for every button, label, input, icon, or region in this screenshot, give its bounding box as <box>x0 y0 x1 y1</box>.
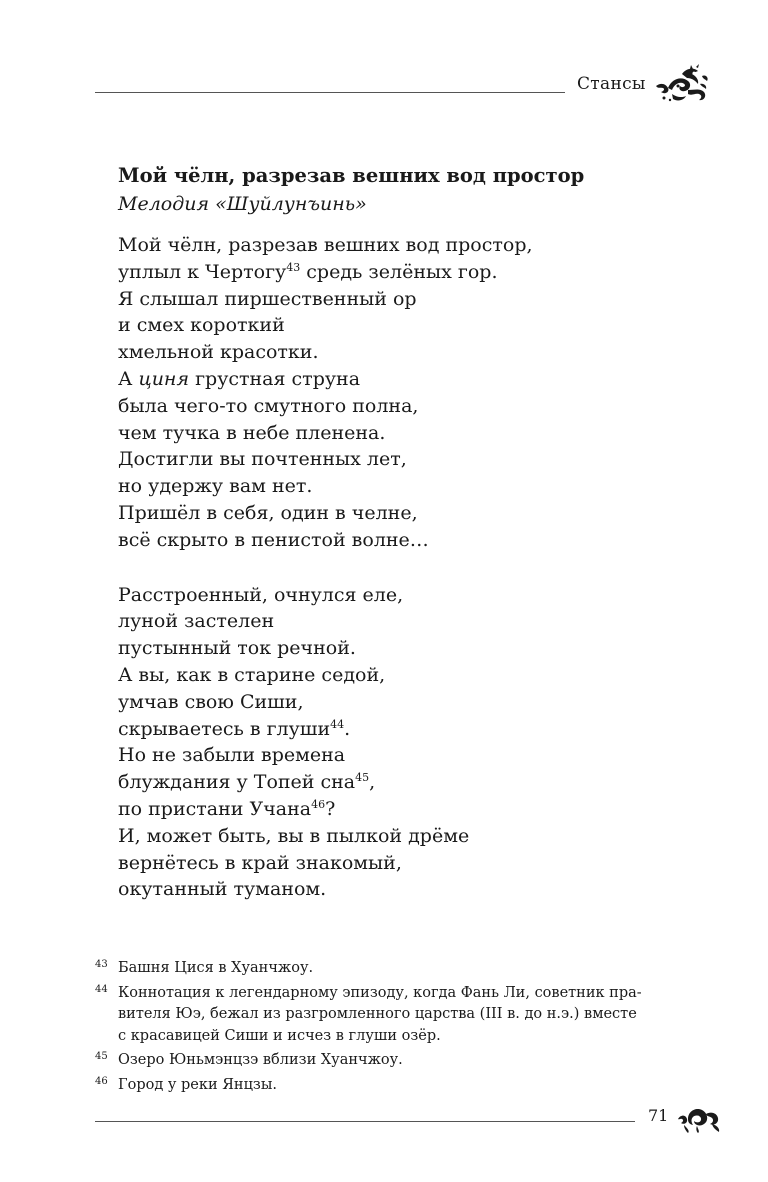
line-text: Я слышал пиршественный ор <box>118 287 417 310</box>
line-text: всё скрыто в пенистой волне… <box>118 528 429 551</box>
footnote-ref: 45 <box>355 771 370 785</box>
poem-line <box>118 796 678 823</box>
poem-line <box>118 608 678 635</box>
poem-subtitle: Мелодия «Шуйлунъинь» <box>118 193 367 215</box>
line-text: но удержу вам нет. <box>118 475 313 498</box>
stanza <box>118 232 678 554</box>
footnote-text: Озеро Юньмэнцзэ вблизи Хуанчжоу. <box>118 1052 403 1068</box>
dragon-ornament-icon <box>652 64 710 104</box>
poem-line <box>118 339 678 366</box>
running-head: Стансы <box>577 74 646 94</box>
line-text: по пристани Учана <box>118 797 312 820</box>
poem-line <box>118 500 678 527</box>
line-text: умчав свою Сиши, <box>118 690 304 713</box>
footnote-ref: 44 <box>330 717 345 731</box>
poem-line <box>118 769 678 796</box>
line-text: пустынный ток речной. <box>118 637 356 660</box>
stanza <box>118 582 678 904</box>
line-text: грустная струна <box>189 367 361 390</box>
footer-rule <box>95 1121 635 1122</box>
line-text: А <box>118 367 139 390</box>
line-text: . <box>344 717 351 740</box>
footnote-text: Башня Цися в Хуанчжоу. <box>118 960 314 976</box>
poem-line <box>118 420 678 447</box>
footnote-text: с красавицей Сиши и исчез в глуши озёр. <box>118 1027 441 1044</box>
poem-line <box>118 527 678 554</box>
footnote-ref: 43 <box>286 260 301 274</box>
footnote <box>95 1050 655 1072</box>
line-text: Расстроенный, очнулся еле, <box>118 583 404 606</box>
footnote-number: 43 <box>95 959 108 970</box>
poem-title: Мой чёлн, разрезав вешних вод простор <box>118 164 585 187</box>
poem-line <box>118 716 678 743</box>
footnote-text: Город у реки Янцзы. <box>118 1076 277 1093</box>
footnote-number: 45 <box>95 1051 108 1062</box>
poem-line <box>118 446 678 473</box>
footnote-text: вителя Юэ, бежал из разгромленного царства (III в. до н.э.) вместе <box>118 1006 637 1022</box>
footnotes <box>95 958 655 1099</box>
poem-line <box>118 850 678 877</box>
poem-line <box>118 662 678 689</box>
line-text: окутанный туманом. <box>118 878 327 901</box>
line-text: ? <box>325 797 336 820</box>
poem-line <box>118 876 678 903</box>
line-text: Но не забыли времена <box>118 744 346 767</box>
line-text: И, может быть, вы в пылкой дрёме <box>118 824 470 847</box>
footnote-number: 44 <box>95 983 108 995</box>
line-text: чем тучка в небе пленена. <box>118 421 386 444</box>
line-text: Достигли вы почтенных лет, <box>118 448 407 471</box>
page-number: 71 <box>648 1106 669 1125</box>
line-text: скрываетесь в глуши <box>118 717 331 740</box>
poem-line <box>118 366 678 393</box>
line-text: была чего-то смутного полна, <box>118 394 419 417</box>
line-text: , <box>369 771 376 794</box>
line-text: и смех короткий <box>118 314 285 337</box>
footnote <box>95 1075 655 1097</box>
cloud-ornament-icon <box>676 1104 722 1134</box>
header-rule <box>95 92 565 93</box>
poem-line <box>118 582 678 609</box>
poem-line <box>118 823 678 850</box>
footnote-number: 46 <box>95 1075 108 1087</box>
line-text: блуждания у Топей сна <box>118 771 356 794</box>
footnote-text: Коннотация к легендарному эпизоду, когда Фань Ли, советник пра- <box>118 984 642 1001</box>
line-text: уплыл к Чертогу <box>118 260 287 283</box>
poem-line <box>118 393 678 420</box>
line-text: средь зелёных гор. <box>300 260 498 283</box>
line-text: Мой чёлн, разрезав вешних вод простор, <box>118 234 533 256</box>
poem-line <box>118 635 678 662</box>
poem-line <box>118 742 678 769</box>
poem-line <box>118 232 678 259</box>
poem-line <box>118 312 678 339</box>
poem-line <box>118 286 678 313</box>
footnote-ref: 46 <box>311 797 326 811</box>
poem-line <box>118 259 678 286</box>
poem-line <box>118 689 678 716</box>
poem-stanzas <box>118 232 678 903</box>
poem <box>118 162 678 903</box>
footnote <box>95 958 655 980</box>
line-text: вернётесь в край знакомый, <box>118 851 402 874</box>
poem-line <box>118 473 678 500</box>
line-text: хмельной красотки. <box>118 341 319 364</box>
line-text: А вы, как в старине седой, <box>118 663 386 686</box>
italic-term: циня <box>138 367 190 390</box>
footnote <box>95 983 655 1048</box>
line-text: Пришёл в себя, один в челне, <box>118 501 418 524</box>
line-text: луной застелен <box>118 610 275 633</box>
